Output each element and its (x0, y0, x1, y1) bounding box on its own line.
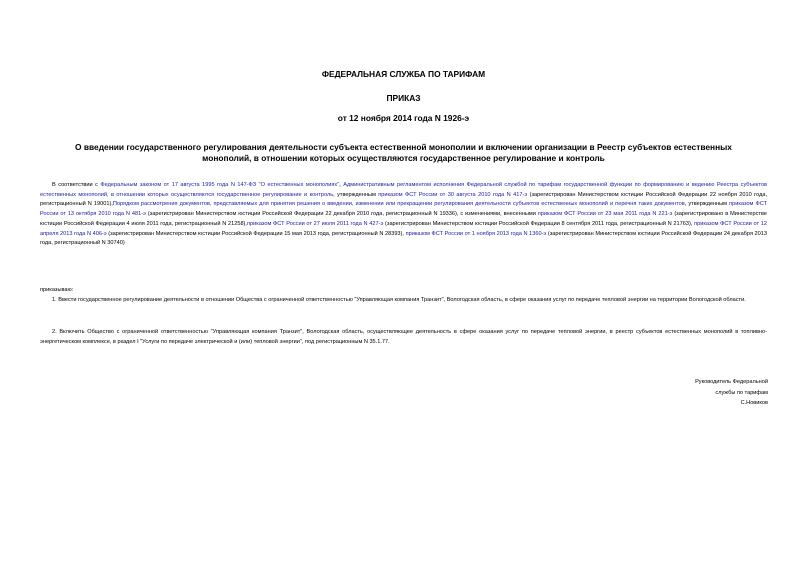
signature-block (568, 377, 768, 409)
order-item-1: 1. Ввести государственное регулирование деятельности в отношении Общества с ограниченной ответственностью "Управляющая компания Транзит", Вологодская область, в сфере оказания услуг по передаче тепловой энергии на территории Вологодской области. (52, 297, 746, 303)
preamble-text: (зарегистрирован Министерством юстиции Российской Федерации 22 ноября 2010 года, регистрационный N 19001), (40, 191, 767, 208)
order-item-2: 2. Включить Общество с ограниченной ответственностью "Управляющая компания Транзит", Вологодская область, осуществляющее деятельность в сфере оказания услуг по передаче тепловой энергии, в реестр субъектов естественных монополий в топливно-энергетическом комплексе, в раздел I "Услуги по передаче электрической и (или) тепловой энергии", под регистрационным N 35.1.77. (40, 329, 767, 345)
signature-name: С.Новиков (740, 400, 768, 406)
document-title: О введении государственного регулирования деятельности субъекта естественной монополии и включении организации в Реестр субъектов естественных монополий, в отношении которых осуществляются государственное регулирование и контроль (75, 142, 732, 163)
preamble-text: , (339, 182, 344, 188)
legal-reference-link[interactable]: приказом ФСТ России от 23 мая 2011 года N 221-э (537, 211, 673, 218)
legal-reference-link[interactable]: приказом ФСТ России от 13 октября 2010 года N 481-э (40, 201, 767, 218)
preamble-text: , утвержденным (333, 191, 379, 198)
legal-reference-link[interactable]: Порядком рассмотрения документов, представляемых для принятия решения о введении, изменении или прекращении регулирования деятельности субъектов естественных монополий и перечня таких документов (112, 201, 685, 208)
orders-label: приказываю: (40, 287, 74, 293)
legal-reference-link[interactable]: Административным регламентом исполнения Федеральной службой по тарифам государственной функции по формированию и ведению Реестра субъектов естественных монополий, в отношении которых осуществляются государственное регулирование и контроль (40, 182, 768, 198)
signature-position-line1: Руководитель Федеральной (695, 379, 768, 385)
preamble-text: (зарегистрирован Министерством юстиции Российской Федерации 15 мая 2013 года, регистрационный N 28393), (106, 230, 406, 237)
preamble-text: В соответствии с (52, 182, 101, 188)
legal-reference-link[interactable]: приказом ФСТ России от 30 августа 2010 года N 417-э (378, 191, 528, 198)
signature-position-line2: службы по тарифам (715, 389, 768, 396)
preamble-text: (зарегистрирован Министерством юстиции Российской Федерации 24 декабря 2013 года, регистрационный N 30740) (40, 230, 768, 247)
preamble-text: (зарегистрирован Министерством юстиции Российской Федерации 22 декабря 2010 года, регистрационный N 19336), с изменениями, внесенными (145, 211, 538, 218)
legal-reference-link[interactable]: Федеральным законом от 17 августа 1995 года N 147-ФЗ "О естественных монополиях" (100, 182, 340, 188)
legal-reference-link[interactable]: приказом ФСТ России от 27 июля 2011 года N 427-э (246, 220, 384, 227)
agency-heading: ФЕДЕРАЛЬНАЯ СЛУЖБА ПО ТАРИФАМ (321, 69, 486, 79)
preamble-text: , утвержденным (684, 201, 730, 208)
preamble-text: (зарегистрировано в Министерстве юстиции Российской Федерации 4 июля 2011 года, регистрационный N 21258), (40, 211, 767, 227)
legal-reference-link[interactable]: приказом ФСТ России от 1 ноября 2013 года N 1360-э (405, 230, 547, 237)
preamble-text: (зарегистрирован Министерством юстиции Российской Федерации 8 сентября 2011 года, регистрационный N 21763), (383, 220, 695, 227)
order-heading: ПРИКАЗ (386, 93, 421, 103)
legal-reference-link[interactable]: приказом ФСТ России от 12 апреля 2013 года N 406-э (40, 220, 767, 237)
order-date-number: от 12 ноября 2014 года N 1926-э (337, 113, 470, 123)
preamble-paragraph (40, 181, 767, 249)
